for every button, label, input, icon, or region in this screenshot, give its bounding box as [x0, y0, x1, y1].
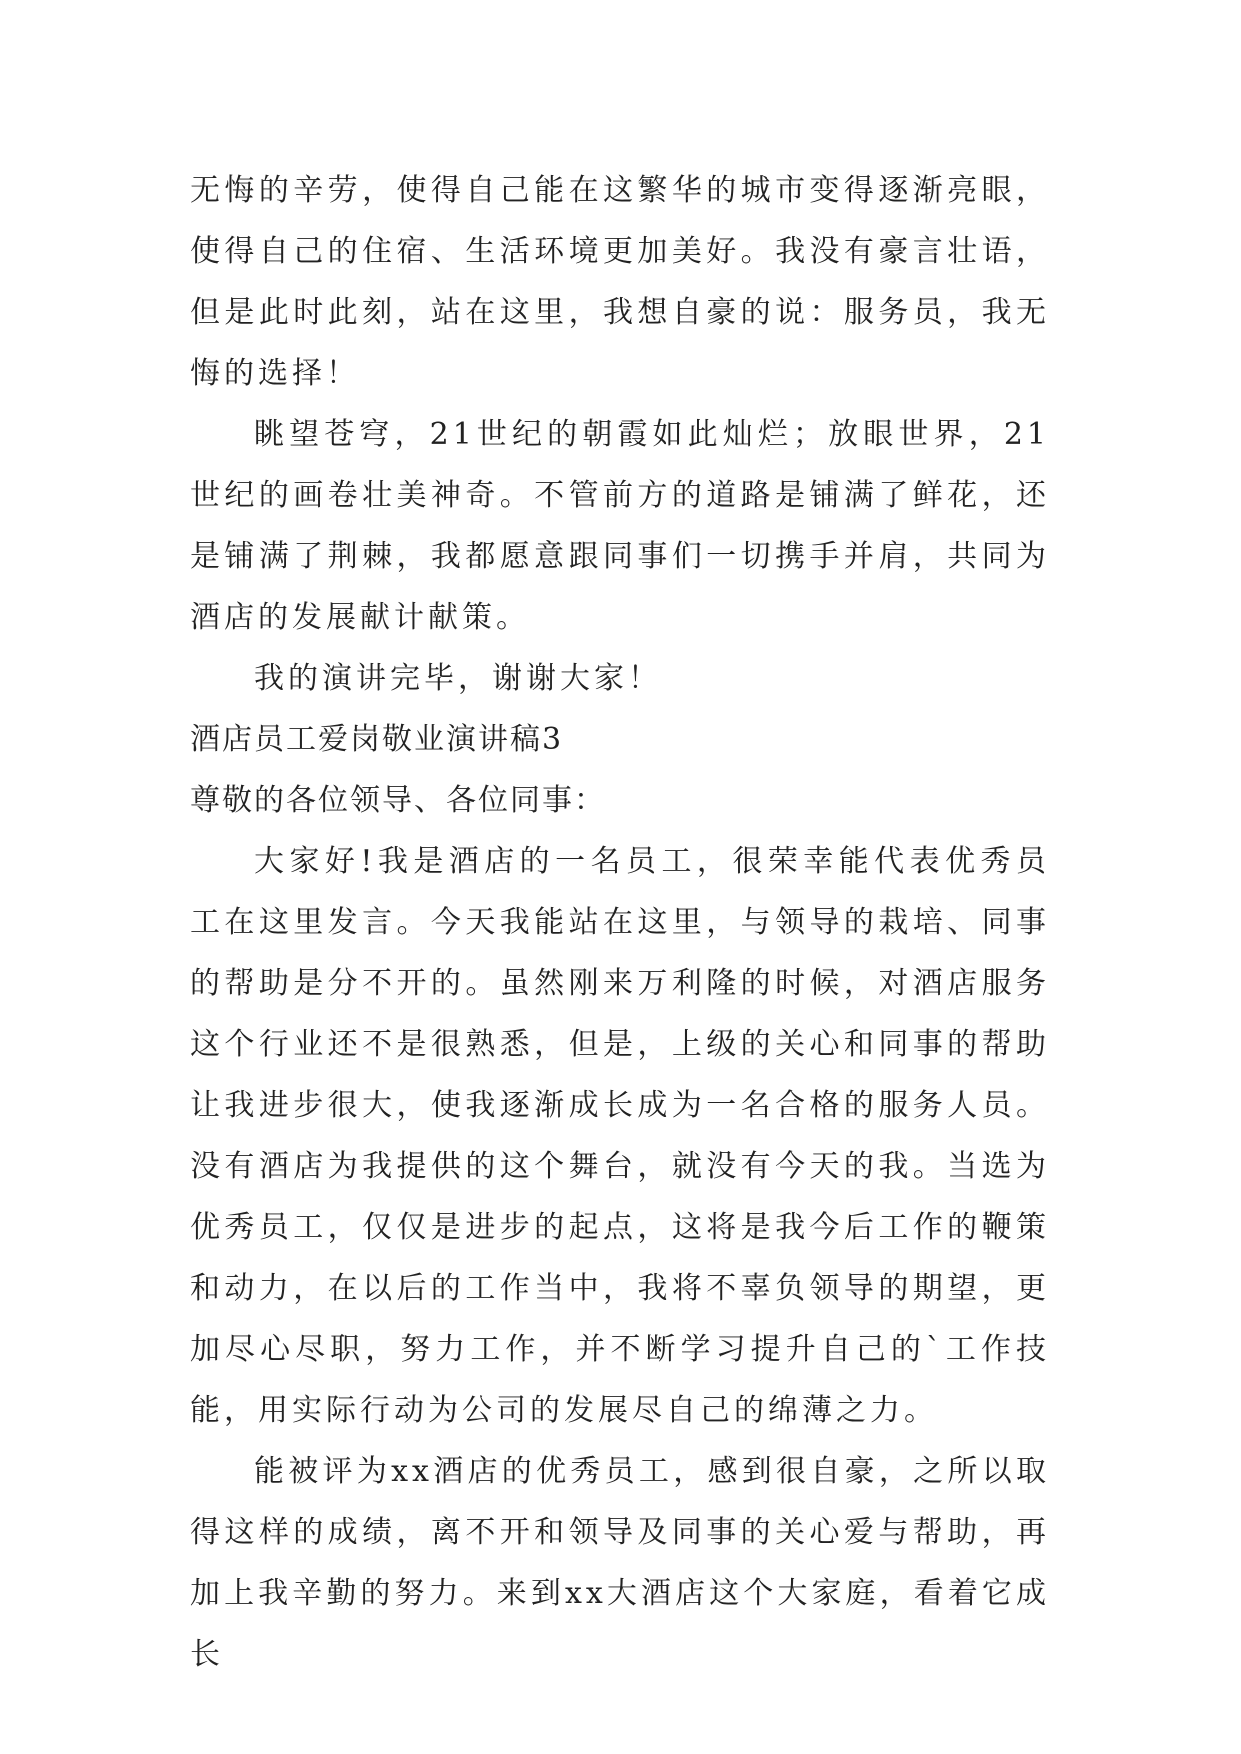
- salutation: 尊敬的各位领导、各位同事：: [190, 783, 606, 818]
- paragraph-greeting: 大家好!我是酒店的一名员工，很荣幸能代表优秀员工在这里发言。今天我能站在这里，与领导的栽培、同事的帮助是分不开的。虽然刚来万利隆的时候，对酒店服务这个行业还不是很熟悉，但是，上级的关心和同事的帮助让我进步很大，使我逐渐成长成为一名合格的服务人员。没有酒店为我提供的这个舞台，就没有今天的我。当选为优秀员工，仅仅是进步的起点，这将是我今后工作的鞭策和动力，在以后的工作当中，我将不辜负领导的期望，更加尽心尽职，努力工作，并不断学习提升自己的`工作技能，用实际行动为公司的发展尽自己的绵薄之力。: [190, 844, 1050, 1428]
- document-page: [190, 160, 1050, 1685]
- paragraph-closing-reflection: 无悔的辛劳，使得自己能在这繁华的城市变得逐渐亮眼，使得自己的住宿、生活环境更加美好。我没有豪言壮语，但是此时此刻，站在这里，我想自豪的说：服务员，我无悔的选择！: [190, 173, 1050, 391]
- paragraph-looking-forward: 眺望苍穹，21世纪的朝霞如此灿烂；放眼世界，21世纪的画卷壮美神奇。不管前方的道路是铺满了鲜花，还是铺满了荆棘，我都愿意跟同事们一切携手并肩，共同为酒店的发展献计献策。: [190, 417, 1050, 635]
- paragraph-award: 能被评为xx酒店的优秀员工，感到很自豪，之所以取得这样的成绩，离不开和领导及同事的关心爱与帮助，再加上我辛勤的努力。来到xx大酒店这个大家庭，看着它成长: [190, 1454, 1050, 1672]
- section-title: 酒店员工爱岗敬业演讲稿3: [190, 722, 564, 757]
- paragraph-speech-end: 我的演讲完毕，谢谢大家！: [254, 661, 662, 696]
